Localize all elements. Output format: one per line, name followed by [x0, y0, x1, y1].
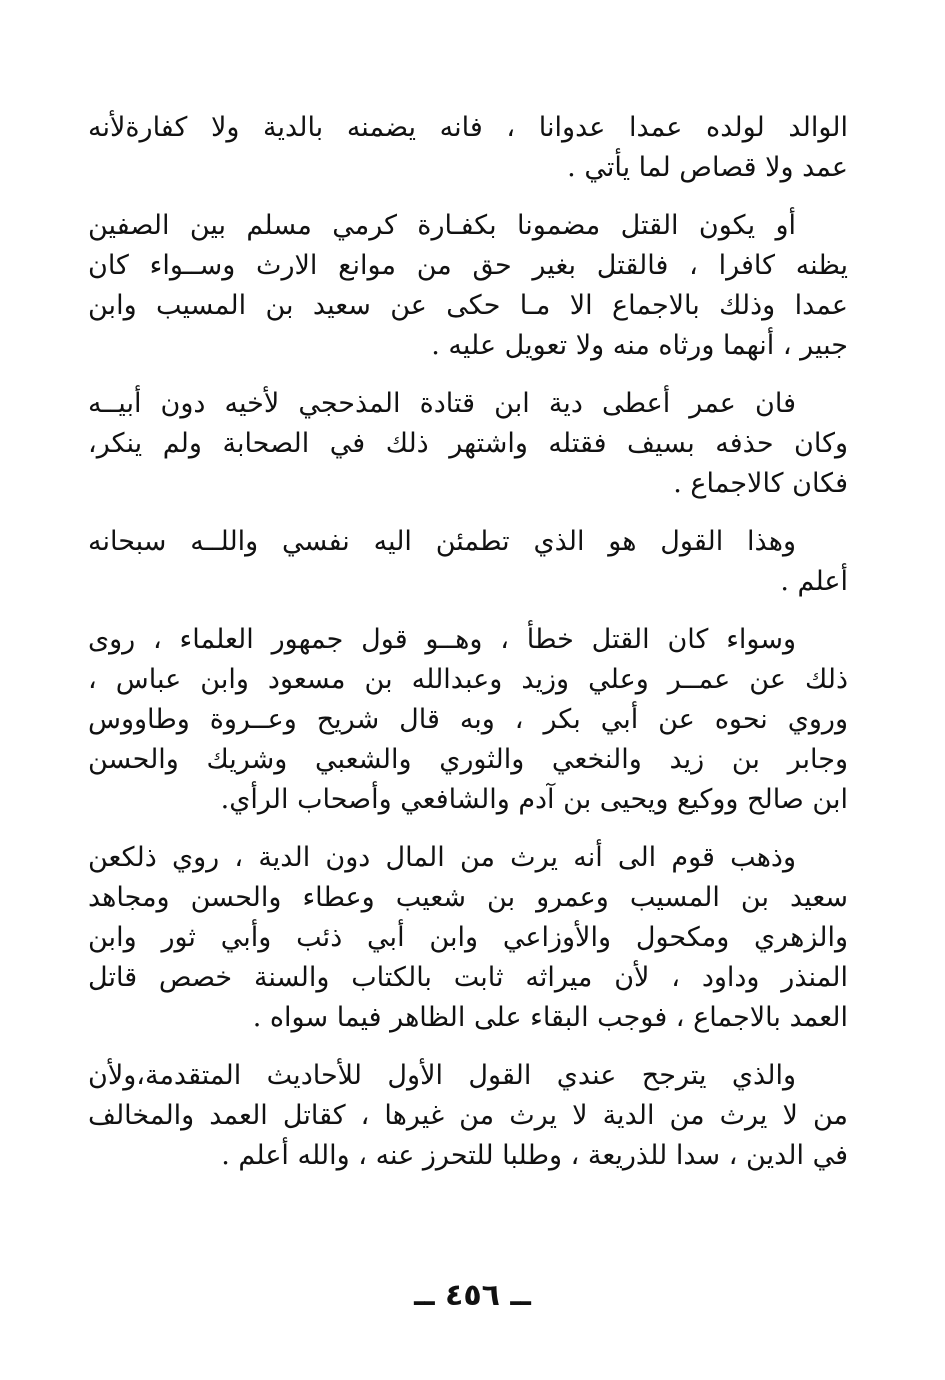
page-number: ــ ٤٥٦ ــ [414, 1278, 531, 1313]
text-line: سعيد بن المسيب وعمرو بن شعيب وعطاء والحسن ومجاهد [88, 882, 848, 913]
text-line: فان عمر أعطى دية ابن قتادة المذحجي لأخيه دون أبيــه [88, 388, 796, 419]
text-line: وروي نحوه عن أبي بكر ، وبه قال شريح وعــروة وطاووس [88, 704, 848, 735]
text-line: أعلم . [780, 566, 848, 597]
text-line: والذي يترجح عندي القول الأول للأحاديث المتقدمة،ولأن [88, 1060, 796, 1091]
paragraph-1 [88, 108, 848, 188]
paragraph-3 [88, 384, 848, 504]
text-line: عمد ولا قصاص لما يأتي . [567, 152, 848, 183]
paragraph-4 [88, 522, 848, 602]
text-line: من لا يرث من الدية لا يرث من غيرها ، كقاتل العمد والمخالف [88, 1100, 848, 1131]
paragraph-6 [88, 838, 848, 1038]
text-line: وسواء كان القتل خطأ ، وهــو قول جمهور العلماء ، روى [88, 624, 796, 655]
text-line: العمد بالاجماع ، فوجب البقاء على الظاهر فيما سواه . [252, 1002, 848, 1033]
text-line: ذلك عن عمــر وعلي وزيد وعبدالله بن مسعود وابن عباس ، [88, 664, 848, 695]
text-line: عمدا وذلك بالاجماع الا مـا حكى عن سعيد بن المسيب وابن [88, 290, 848, 321]
text-line: أو يكون القتل مضمونا بكفـارة كرمي مسلم بين الصفين [88, 210, 796, 241]
text-line: جبير ، أنهما ورثاه منه ولا تعويل عليه . [431, 330, 848, 361]
text-line: في الدين ، سدا للذريعة ، وطلبا للتحرز عنه ، والله أعلم . [221, 1140, 848, 1171]
text-line: وجابر بن زيد والنخعي والثوري والشعبي وشريك والحسن [88, 744, 848, 775]
paragraph-7 [88, 1056, 848, 1176]
text-line: وهذا القول هو الذي تطمئن اليه نفسي واللــه سبحانه [88, 526, 796, 557]
text-line: وكان حذفه بسيف فقتله واشتهر ذلك في الصحابة ولم ينكر، [88, 428, 848, 459]
text-line: ابن صالح ووكيع ويحيى بن آدم والشافعي وأصحاب الرأي. [220, 784, 848, 815]
page-body [88, 108, 848, 1194]
paragraph-5 [88, 620, 848, 820]
text-line: فكان كالاجماع . [673, 468, 848, 499]
text-line: الوالد لولده عمدا عدوانا ، فانه يضمنه بالدية ولا كفارةلأنه [88, 112, 848, 143]
text-line: يظنه كافرا ، فالقتل بغير حق من موانع الارث وســواء كان [88, 250, 848, 281]
text-line: وذهب قوم الى أنه يرث من المال دون الدية ، روي ذلكعن [88, 842, 796, 873]
text-line: والزهري ومكحول والأوزاعي وابن أبي ذئب وأبي ثور وابن [88, 922, 848, 953]
paragraph-2 [88, 206, 848, 366]
text-line: المنذر وداود ، لأن ميراثه ثابت بالكتاب والسنة خصص قاتل [88, 962, 848, 993]
